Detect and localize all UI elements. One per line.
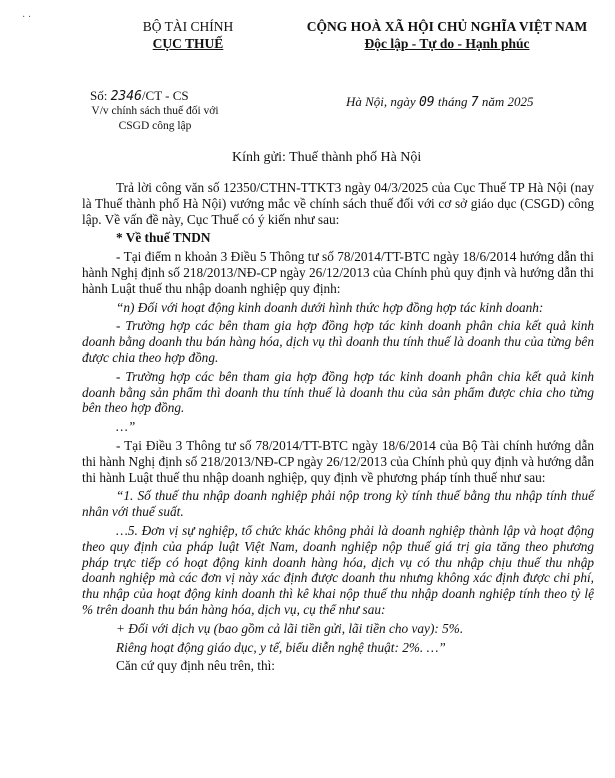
paragraph-2: - Tại Điều 3 Thông tư số 78/2014/TT-BTC ngày 18/6/2014 của Bộ Tài chính hướng dẫn thi hành Nghị định số 218/2013/NĐ-CP ngày 26/12/2013 của Chính phủ quy định và hướng dẫn thi hành Luật thuế thu nhập doanh nghiệp, quy định về phương pháp tính thuế như sau:	[82, 437, 594, 485]
quote-1: “n) Đối với hoạt động kinh doanh dưới hình thức hợp đồng hợp tác kinh doanh:	[116, 299, 544, 315]
subject-line	[80, 104, 230, 134]
quote-8: Riêng hoạt động giáo dục, y tế, biểu diễn nghệ thuật: 2%. …”	[116, 639, 446, 655]
date-line	[346, 94, 533, 110]
quote-5: “1. Số thuế thu nhập doanh nghiệp phải nộp trong kỳ tính thuế bằng thu nhập tính thuế nhân với thuế suất.	[82, 488, 594, 520]
quote-7: + Đối với dịch vụ (bao gồm cả lãi tiền gửi, lãi tiền cho vay): 5%.	[116, 620, 464, 636]
scan-mark: · ·	[22, 12, 32, 23]
subject-line-1: V/v chính sách thuế đối với	[91, 105, 219, 117]
date-place: Hà Nội, ngày	[346, 94, 419, 109]
ministry-name: BỘ TÀI CHÍNH	[142, 19, 234, 34]
paragraph-1: - Tại điểm n khoản 3 Điều 5 Thông tư số 78/2014/TT-BTC ngày 18/6/2014 hướng dẫn thi hành Nghị định số 218/2013/NĐ-CP ngày 26/12/2013 của Chính phủ quy định và hướng dẫn thi hành Luật thuế thu nhập doanh nghiệp quy định:	[82, 249, 594, 296]
date-year: năm 2025	[478, 94, 534, 109]
letter-body	[82, 180, 594, 677]
national-motto: Độc lập - Tự do - Hạnh phúc	[364, 36, 530, 51]
doc-number-suffix: /CT - CS	[141, 88, 189, 103]
issuer-block	[88, 18, 288, 52]
section-title: * Về thuế TNDN	[116, 230, 211, 246]
nation-name: CỘNG HOÀ XÃ HỘI CHỦ NGHĨA VIỆT NAM	[306, 19, 588, 34]
document-number	[90, 88, 189, 104]
recipient-line: Kính gửi: Thuế thành phố Hà Nội	[232, 150, 422, 165]
national-heading	[292, 18, 602, 52]
subject-line-2: CSGD công lập	[118, 120, 192, 132]
intro-paragraph: Trả lời công văn số 12350/CTHN-TTKT3 ngày 04/3/2025 của Cục Thuế TP Hà Nội (nay là Thuế thành phố Hà Nội) vướng mắc về chính sách thuế đối với cơ sở giáo dục (CSGD) công lập. Về vấn đề này, Cục Thuế có ý kiến như sau:	[82, 180, 594, 227]
quote-6: …5. Đơn vị sự nghiệp, tổ chức khác không phải là doanh nghiệp thành lập và hoạt động theo quy định của pháp luật Việt Nam, doanh nghiệp nộp thuế giá trị gia tăng theo phương pháp trực tiếp có hoạt động kinh doanh hàng hóa, dịch vụ có thu nhập chịu thuế thu nhập doanh nghiệp mà các đơn vị này xác định được doanh thu nhưng không xác định được chi phí, thu nhập của hoạt động kinh doanh thì kê khai nộp thuế thu nhập doanh nghiệp tính theo tỷ lệ % trên doanh thu bán hàng hóa, dịch vụ, cụ thể như sau:	[82, 522, 594, 617]
date-month-word: tháng	[434, 94, 471, 109]
date-month-handwritten: 7	[470, 95, 479, 110]
quote-4: …”	[116, 419, 136, 435]
quote-3: - Trường hợp các bên tham gia hợp đồng hợp tác kinh doanh phân chia kết quả kinh doanh bằng sản phẩm thì doanh thu tính thuế là doanh thu của sản phẩm được chia cho từng bên theo hợp đồng.	[82, 368, 594, 416]
quote-2: - Trường hợp các bên tham gia hợp đồng hợp tác kinh doanh phân chia kết quả kinh doanh bằng doanh thu bán hàng hóa, dịch vụ thì doanh thu tính thuế là doanh thu của từng bên được chia theo hợp đồng.	[82, 318, 594, 365]
department-name: CỤC THUẾ	[152, 36, 224, 51]
paragraph-3: Căn cứ quy định nêu trên, thì:	[116, 658, 275, 674]
doc-number-handwritten: 2346	[110, 89, 142, 104]
doc-number-prefix: Số:	[90, 88, 111, 103]
date-day-handwritten: 09	[418, 95, 435, 110]
